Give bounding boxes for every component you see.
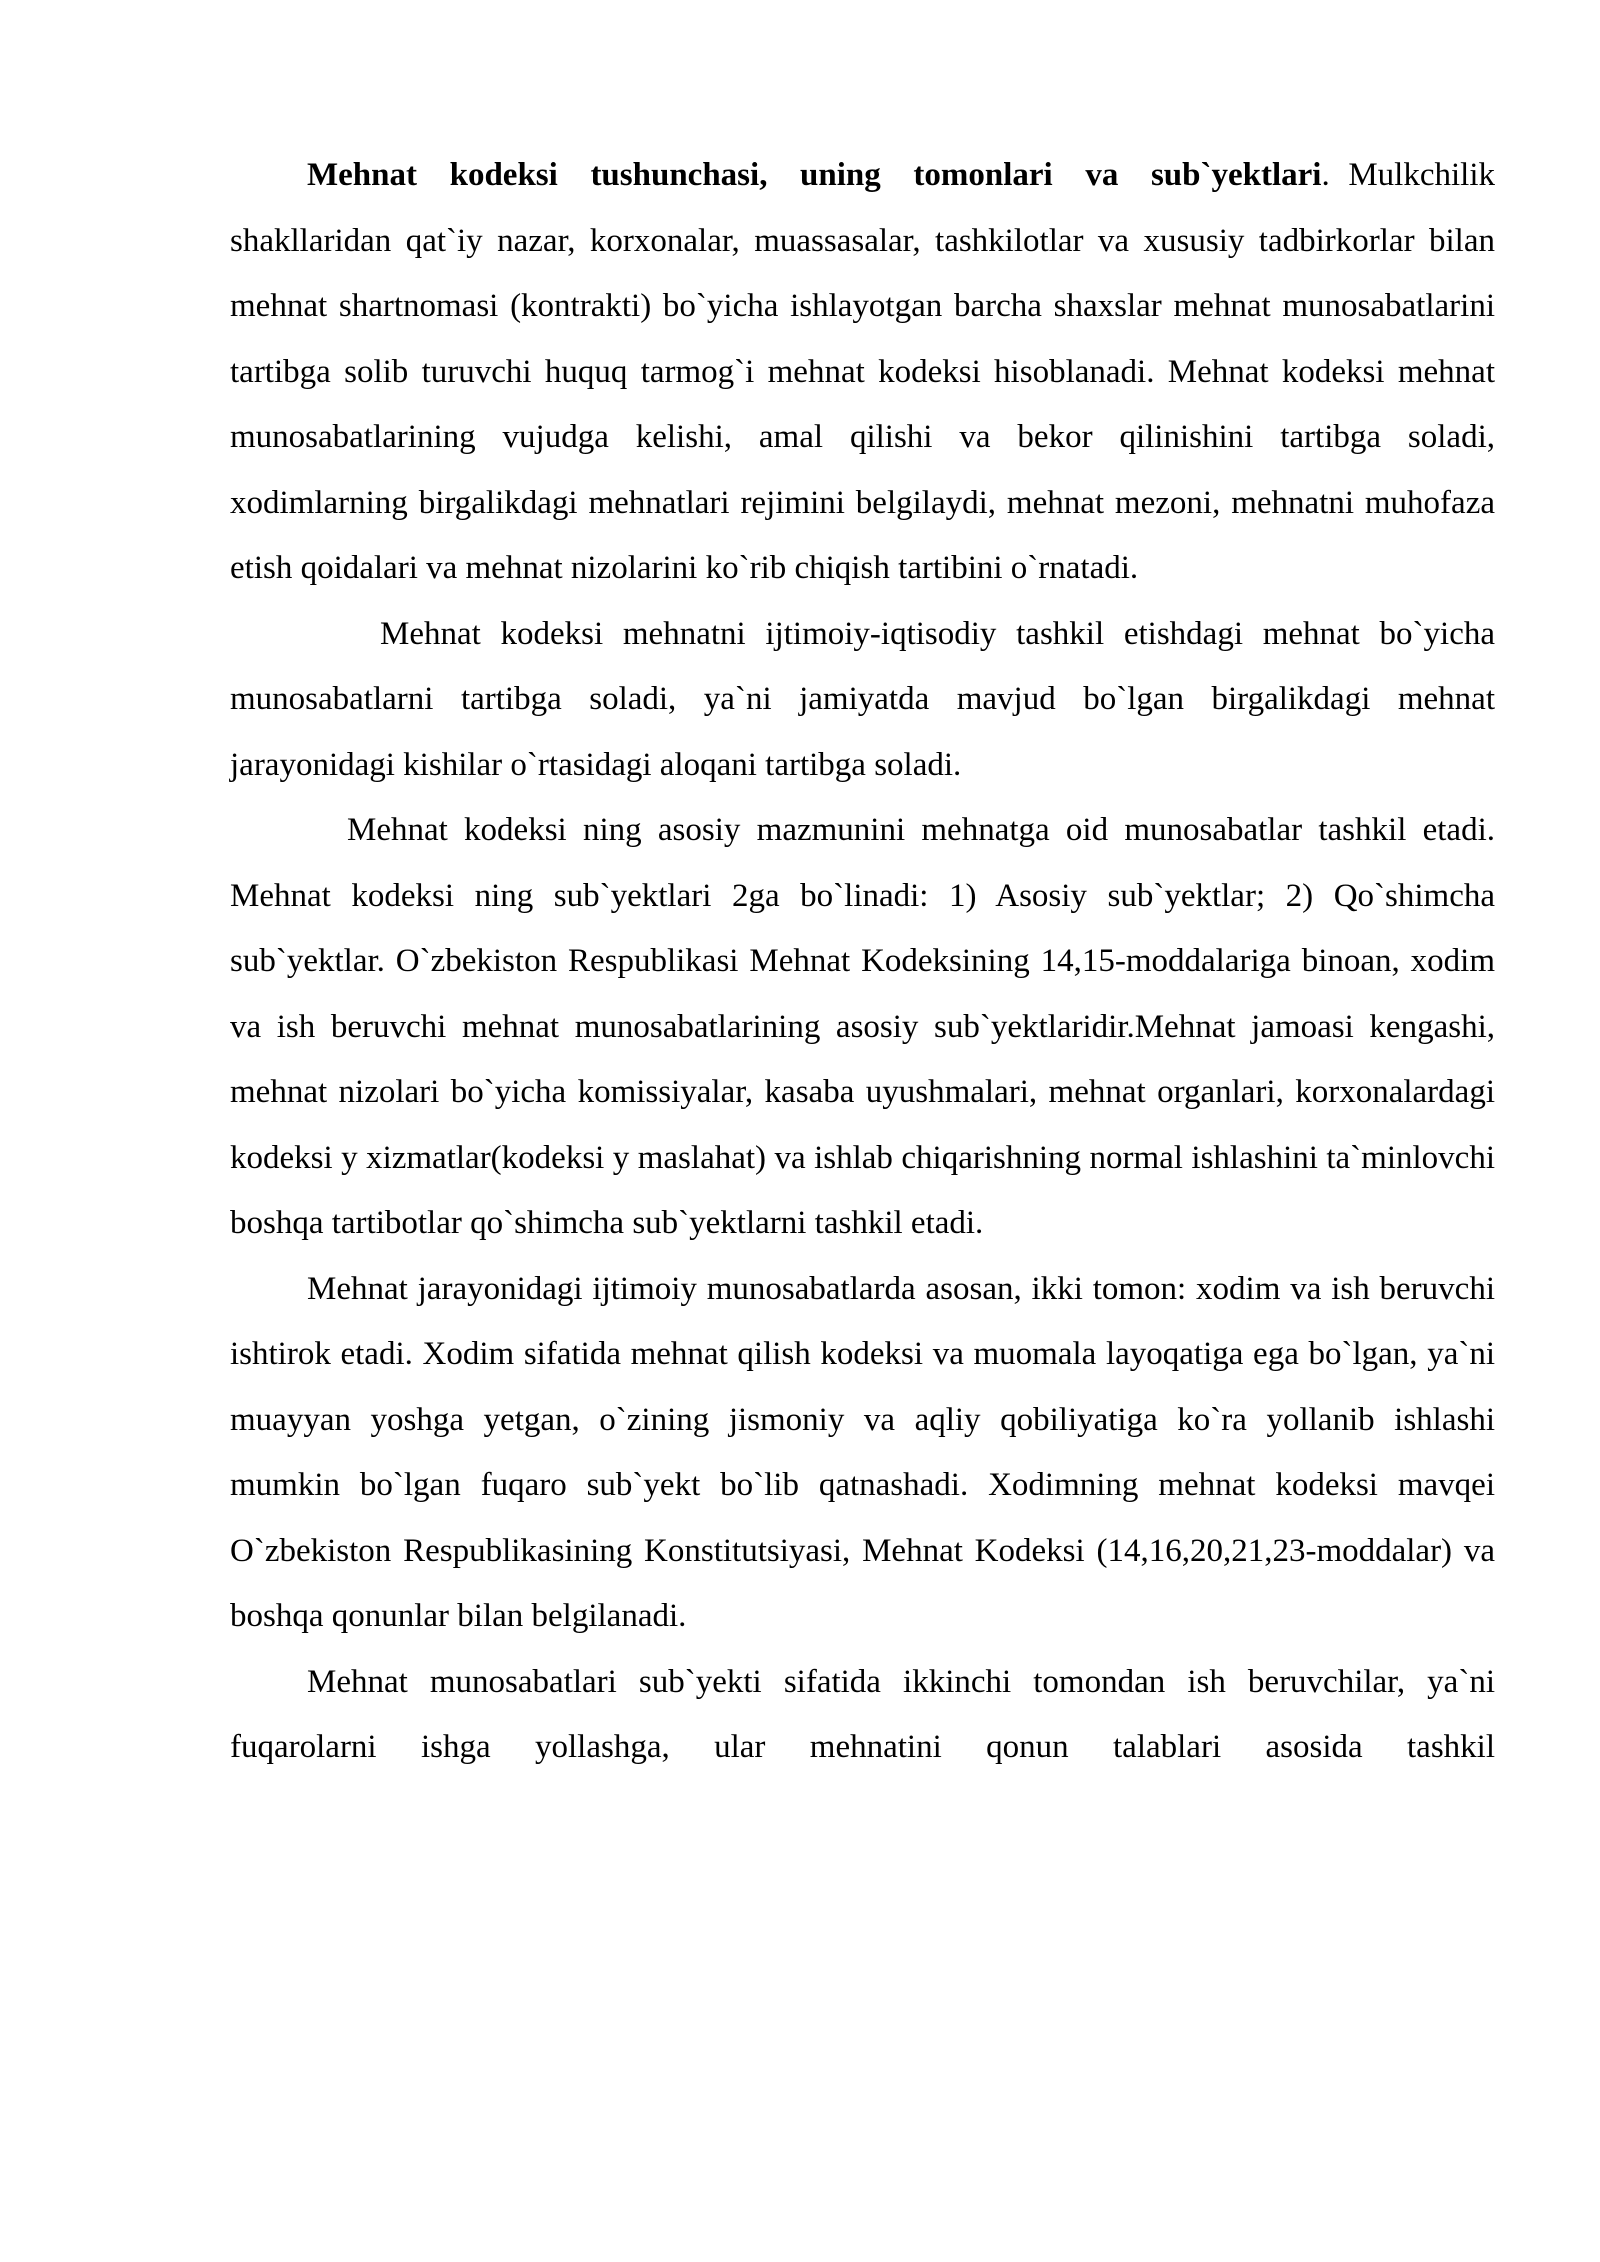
heading-period: .: [1321, 157, 1330, 193]
paragraph-3: Mehnat kodeksi ning asosiy mazmunini mehnatga oid munosabatlar tashkil etadi. Mehnat kodeksi ning sub`yektlari 2ga bo`linadi: 1) Asosiy sub`yektlar; 2) Qo`shimcha sub`yektlar. O`zbekiston Respublikasi Mehnat Kodeksining 14,15-moddalariga binoan, xodim va ish beruvchi mehnat munosabatlarining asosiy sub`yektlaridir.Mehnat jamoasi kengashi, mehnat nizolari bo`yicha komissiyalar, kasaba uyushmalari, mehnat organlari, korxonalardagi kodeksi y xizmatlar(kodeksi y maslahat) va ishlab chiqarishning normal ishlashini ta`minlovchi boshqa tartibotlar qo`shimcha sub`yektlarni tashkil etadi.: [230, 812, 1495, 1241]
paragraph-intro: [230, 143, 1495, 602]
paragraph-2: Mehnat kodeksi mehnatni ijtimoiy-iqtisodiy tashkil etishdagi mehnat bo`yicha munosabatlarni tartibga soladi, ya`ni jamiyatda mavjud bo`lgan birgalikdagi mehnat jarayonidagi kishilar o`rtasidagi aloqani tartibga soladi.: [230, 615, 1495, 783]
paragraph-1-text: Mulkchilik shakllaridan qat`iy nazar, korxonalar, muassasalar, tashkilotlar va xususiy tadbirkorlar bilan mehnat shartnomasi (kontrakti) bo`yicha ishlayotgan barcha shaxslar mehnat munosabatlarini tartibga solib turuvchi huquq tarmog`i mehnat kodeksi hisoblanadi. Mehnat kodeksi mehnat munosabatlarining vujudga kelishi, amal qilishi va bekor qilinishini tartibga soladi, xodimlarning birgalikdagi mehnatlari rejimini belgilaydi, mehnat mezoni, mehnatni muhofaza etish qoidalari va mehnat nizolarini ko`rib chiqish tartibini o`rnatadi.: [230, 157, 1495, 586]
document-body: [230, 143, 1495, 1781]
paragraph-5: Mehnat munosabatlari sub`yekti sifatida ikkinchi tomondan ish beruvchilar, ya`ni fuqarolarni ishga yollashga, ular mehnatini qonun talablari asosida tashkil: [230, 1663, 1495, 1765]
paragraph-4: Mehnat jarayonidagi ijtimoiy munosabatlarda asosan, ikki tomon: xodim va ish beruvchi ishtirok etadi. Xodim sifatida mehnat qilish kodeksi va muomala layoqatiga ega bo`lgan, ya`ni muayyan yoshga yetgan, o`zining jismoniy va aqliy qobiliyatiga ko`ra yollanib ishlashi mumkin bo`lgan fuqaro sub`yekt bo`lib qatnashadi. Xodimning mehnat kodeksi mavqei O`zbekiston Respublikasining Konstitutsiyasi, Mehnat Kodeksi (14,16,20,21,23-moddalar) va boshqa qonunlar bilan belgilanadi.: [230, 1270, 1495, 1634]
section-heading: Mehnat kodeksi tushunchasi, uning tomonlari va sub`yektlari: [307, 157, 1322, 193]
